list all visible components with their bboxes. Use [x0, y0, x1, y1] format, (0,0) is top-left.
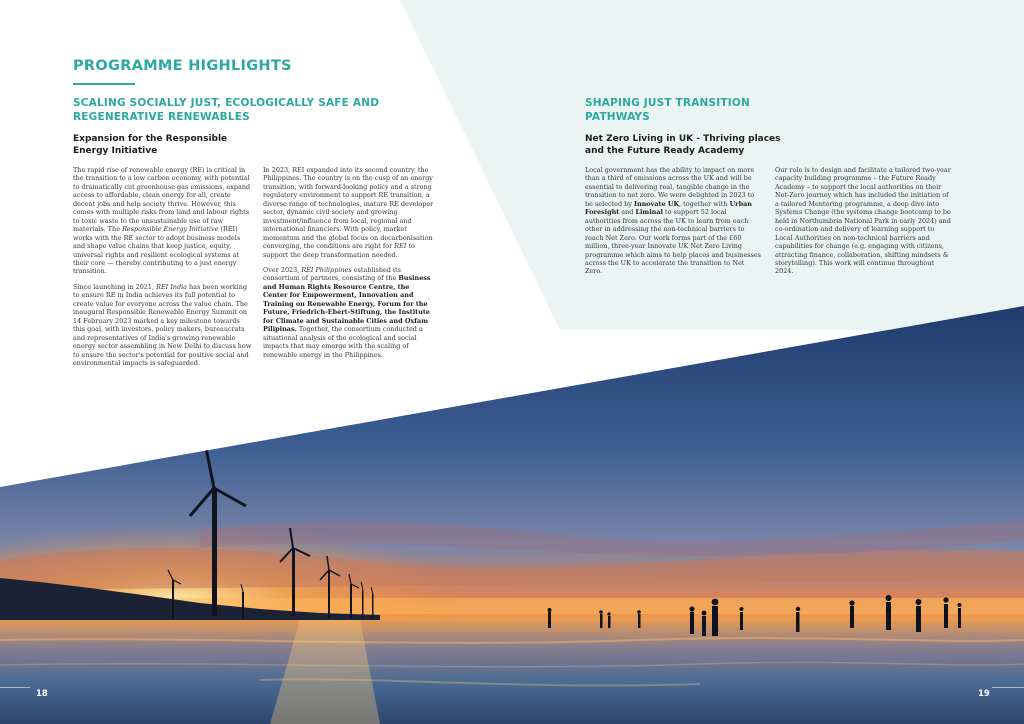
- subtitle-line-1: Net Zero Living in UK - Thriving places: [585, 134, 781, 144]
- page-number-left: 18: [36, 689, 48, 699]
- paragraph: The rapid rise of renewable energy (RE) is critical in the transition to a low carbon economy, with potential to dramatically cut greenhouse gas emissions, expand access to affordable, clean energy for all, create decent jobs and help society thrive. However, this comes with multiple risks from land and labour rights to toxic waste to the unsustainable use of raw materials. The Responsible Energy Initiative (REI) works with the RE sector to adopt business models and shape value chains that keep justice, equity, universal rights and resilient ecological systems at their core — thereby contributing to a just energy transition.: [73, 166, 251, 276]
- heading-line-1: SCALING SOCIALLY JUST, ECOLOGICALLY SAFE AND: [73, 97, 380, 109]
- page-number-rule-right: [992, 687, 1024, 688]
- subtitle-line-2: and the Future Ready Academy: [585, 146, 745, 156]
- paragraph: In 2023, REI expanded into its second country, the Philippines. The country is on the cusp of an energy transition, with forward-looking policy and a strong regulatory environment to support RE transition, a diverse range of technologies, mature RE developer sector, dynamic civil society and growing investment/influence from local, regional and international financiers. With policy, market momentum and the global focus on decarbonisation converging, the conditions are right for REI to support the deep transformation needed.: [263, 166, 434, 259]
- subtitle-line-2: Energy Initiative: [73, 146, 158, 156]
- subtitle-line-1: Expansion for the Responsible: [73, 134, 228, 144]
- heading-line-2: REGENERATIVE RENEWABLES: [73, 111, 250, 123]
- heading-line-1: SHAPING JUST TRANSITION: [585, 97, 750, 109]
- left-column-2: [263, 166, 435, 366]
- title-underline: [73, 83, 135, 85]
- right-column-1: [585, 166, 763, 283]
- heading-line-2: PATHWAYS: [585, 111, 650, 123]
- paragraph: Local government has the ability to impact on more than a third of emissions across the UK and will be essential to delivering real, tangible change in the transition to net zero. We were delighted in 2023 to be selected by Innovate UK, together with Urban Foresight and Liminal to support 52 local authorities from across the UK to learn from each other in addressing the non-technical barriers to reach Net Zero. Our work forms part of the £60 million, three-year Innovate UK Net Zero Living programme which aims to help places and businesses across the UK to accelerate the transition to Net Zero.: [585, 166, 761, 276]
- paragraph: Over 2023, REI Philippines established its consortium of partners, consisting of the Business and Human Rights Resource Centre, the Center for Empowerment, Innovation and Training on Renewable Energy, Forum for the Future, Friedrich-Ebert-Stiftung, the Institute for Climate and Sustainable Cities and Oxfam Pilipinas. Together, the consortium conducted a situational analysis of the ecological and social impacts that may emerge with the scaling of renewable energy in the Philippines.: [263, 265, 431, 359]
- paragraph: Since launching in 2021, REI India has been working to ensure RE in India achieves its full potential to create value for everyone across the value chain. The inaugural Responsible Renewable Energy Summit on 14 February 2023 marked a key milestone towards this goal, with investors, policy makers, bureaucrats and representatives of India's growing renewable energy sector assembling in New Delhi to discuss how to ensure the sector's potential for positive social and environmental impacts is safeguarded.: [73, 282, 252, 367]
- programme-highlights-title: PROGRAMME HIGHLIGHTS: [73, 58, 292, 74]
- right-column-2: [775, 166, 951, 283]
- net-zero-living-subtitle: [585, 133, 781, 157]
- page-number-rule-left: [0, 687, 30, 688]
- page-number-right: 19: [978, 689, 990, 699]
- rei-expansion-subtitle: [73, 133, 227, 157]
- left-column-1: [73, 166, 253, 374]
- just-transition-heading: [585, 96, 750, 124]
- paragraph: Our role is to design and facilitate a tailored two-year capacity building programme – the Future Ready Academy – to support the local authorities on their Net-Zero journey which has included the initiation of a tailored Mentoring programme, a deep dive into Systems Change (the systems change bootcamp to be held in Northumbria National Park in early 2024) and co-ordination and delivery of learning support to Local Authorities on non-technical barriers and capabilities for change (e.g. engaging with citizens, attracting finance, collaboration, shifting mindsets & storytelling). This work will continue throughout 2024.: [775, 166, 951, 276]
- scaling-renewables-heading: [73, 96, 379, 124]
